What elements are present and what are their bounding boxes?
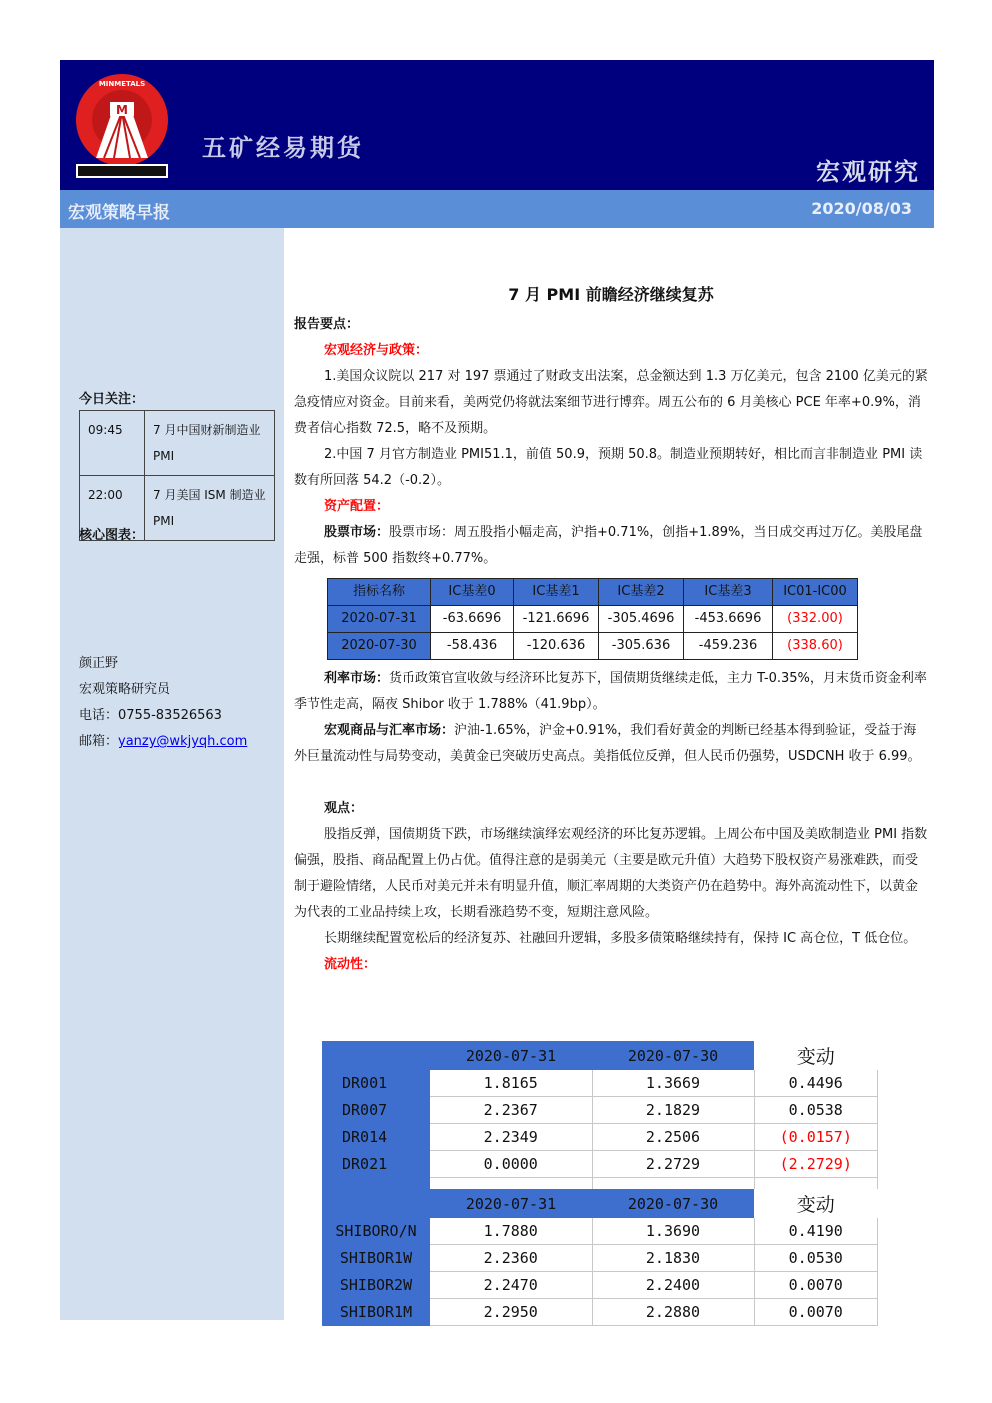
table-cell: 2.2729 [592, 1151, 754, 1178]
row-label: DR021 [322, 1151, 430, 1178]
section-asset-allocation: 资产配置： [324, 499, 390, 514]
report-type: 宏观策略早报 [68, 203, 170, 223]
spacer [294, 770, 928, 796]
table-cell: 0.0070 [754, 1299, 878, 1326]
table-cell: -58.436 [431, 633, 514, 660]
column-header: IC基差3 [684, 579, 773, 606]
table-cell: 2.2400 [592, 1272, 754, 1299]
report-body [294, 280, 928, 978]
table-row [322, 1097, 878, 1124]
table-cell: 2.2349 [430, 1124, 592, 1151]
column-header: 2020-07-30 [592, 1041, 754, 1070]
agenda-event: 7 月美国 ISM 制造业 PMI [145, 476, 275, 541]
table-cell: 2.2367 [430, 1097, 592, 1124]
table-cell: 1.3690 [592, 1218, 754, 1245]
table-cell: -459.236 [684, 633, 773, 660]
table-cell: 0.0530 [754, 1245, 878, 1272]
agenda-table [79, 410, 275, 541]
core-charts-label: 核心图表： [79, 528, 145, 543]
author-email-line [79, 730, 247, 749]
stock-market-paragraph [294, 520, 928, 572]
column-header [322, 1189, 430, 1218]
report-subheader [60, 190, 934, 228]
macro-paragraph-1: 1.美国众议院以 217 对 197 票通过了财政支出法案，总金额达到 1.3 万亿美元，包含 2100 亿美元的紧急疫情应对资金。目前来看，美两党仍将就法案细节进行博弈。周五公布的 6 月美核心 PCE 年率+0.9%，消费者信心指数 72.5，略不及预期。 [294, 369, 928, 436]
report-header [60, 60, 934, 190]
table-cell: (338.60) [773, 633, 858, 660]
rate-market-paragraph [294, 666, 928, 718]
fx-market-paragraph [294, 718, 928, 770]
table-cell: 2.2360 [430, 1245, 592, 1272]
table-cell: 2.2470 [430, 1272, 592, 1299]
report-title: 7 月 PMI 前瞻经济继续复苏 [508, 285, 714, 304]
column-header: IC基差0 [431, 579, 514, 606]
column-header: 2020-07-30 [592, 1189, 754, 1218]
agenda-time: 22:00 [80, 476, 145, 541]
view-label: 观点： [324, 801, 364, 816]
key-points-label: 报告要点： [294, 317, 360, 332]
table-row [80, 411, 275, 476]
table-cell: 2020-07-31 [328, 606, 431, 633]
column-header [322, 1041, 430, 1070]
table-cell: 2.2880 [592, 1299, 754, 1326]
table-cell: 0.0000 [430, 1151, 592, 1178]
table-row [328, 633, 858, 660]
fx-market-label: 宏观商品与汇率市场： [324, 723, 455, 738]
table-cell: 2.2506 [592, 1124, 754, 1151]
svg-text:M: M [116, 103, 128, 117]
table-row [322, 1218, 878, 1245]
author-name: 颜正野 [79, 656, 119, 671]
svg-text:MINMETALS: MINMETALS [98, 80, 146, 88]
table-cell: 0.0538 [754, 1097, 878, 1124]
column-header: 变动 [754, 1189, 878, 1218]
table-row [322, 1151, 878, 1178]
email-link[interactable]: yanzy@wkjyqh.com [118, 734, 248, 749]
table-cell: -121.6696 [514, 606, 599, 633]
table-row [322, 1299, 878, 1326]
dr-rate-table [322, 1041, 878, 1205]
agenda-event: 7 月中国财新制造业 PMI [145, 411, 275, 476]
author-phone: 电话：0755-83526563 [79, 708, 222, 723]
table-cell: -305.4696 [599, 606, 684, 633]
stock-market-label: 股票市场： [324, 525, 390, 540]
minmetals-logo [74, 72, 170, 182]
table-cell: -63.6696 [431, 606, 514, 633]
row-label: DR014 [322, 1124, 430, 1151]
author-role: 宏观策略研究员 [79, 682, 171, 697]
column-header: 指标名称 [328, 579, 431, 606]
table-cell: 2.1829 [592, 1097, 754, 1124]
view-paragraph-2: 长期继续配置宽松后的经济复苏、社融回升逻辑，多股多债策略继续持有，保持 IC 高仓位，T 低仓位。 [324, 931, 917, 946]
table-row [322, 1124, 878, 1151]
table-cell: 2020-07-30 [328, 633, 431, 660]
email-label: 邮箱： [79, 734, 119, 749]
row-label: DR001 [322, 1070, 430, 1097]
shibor-table [322, 1189, 878, 1326]
fx-market-text: 沪油-1.65%，沪金+0.91%，我们看好黄金的判断已经基本得到验证，受益于海外巨量流动性与局势变动，美黄金已突破历史高点。美指低位反弹，但人民币仍强势，USDCNH 收于 6.99。 [294, 723, 921, 764]
section-macro-policy: 宏观经济与政策： [324, 343, 429, 358]
table-cell: (0.0157) [754, 1124, 878, 1151]
column-header: 2020-07-31 [430, 1041, 592, 1070]
company-name: 五矿经易期货 [202, 133, 364, 162]
row-label: SHIBORO/N [322, 1218, 430, 1245]
table-cell: -120.636 [514, 633, 599, 660]
sidebar [60, 228, 284, 1320]
table-cell: 2.2950 [430, 1299, 592, 1326]
column-header: IC01-IC00 [773, 579, 858, 606]
table-cell: (332.00) [773, 606, 858, 633]
macro-paragraph-2: 2.中国 7 月官方制造业 PMI51.1，前值 50.9，预期 50.8。制造业预期转好，相比而言非制造业 PMI 读数有所回落 54.2（-0.2）。 [294, 447, 923, 488]
table-cell: (2.2729) [754, 1151, 878, 1178]
table-row [322, 1245, 878, 1272]
stock-market-text: 股票市场：周五股指小幅走高，沪指+0.71%，创指+1.89%，当日成交再过万亿。美股尾盘走强，标普 500 指数终+0.77%。 [294, 525, 923, 566]
section-liquidity: 流动性： [324, 957, 377, 972]
row-label: DR007 [322, 1097, 430, 1124]
row-label: SHIBOR1W [322, 1245, 430, 1272]
table-cell: 1.3669 [592, 1070, 754, 1097]
table-cell: 0.0070 [754, 1272, 878, 1299]
table-cell: -305.636 [599, 633, 684, 660]
ic-basis-table [327, 578, 858, 660]
rate-market-text: 货币政策官宣收敛与经济环比复苏下，国债期货继续走低，主力 T-0.35%，月末货币资金利率季节性走高，隔夜 Shibor 收于 1.788%（41.9bp）。 [294, 671, 927, 712]
table-cell: 0.4496 [754, 1070, 878, 1097]
table-header-row [328, 579, 858, 606]
table-cell: 1.7880 [430, 1218, 592, 1245]
table-cell: 0.4190 [754, 1218, 878, 1245]
agenda-time: 09:45 [80, 411, 145, 476]
column-header: 变动 [754, 1041, 878, 1070]
table-row [328, 606, 858, 633]
table-cell: -453.6696 [684, 606, 773, 633]
today-focus-label: 今日关注： [79, 392, 145, 407]
table-cell: 2.1830 [592, 1245, 754, 1272]
table-header-row [322, 1189, 878, 1218]
column-header: IC基差2 [599, 579, 684, 606]
column-header: 2020-07-31 [430, 1189, 592, 1218]
table-cell: 1.8165 [430, 1070, 592, 1097]
view-paragraph-1: 股指反弹，国债期货下跌，市场继续演绎宏观经济的环比复苏逻辑。上周公布中国及美欧制造业 PMI 指数偏强，股指、商品配置上仍占优。值得注意的是弱美元（主要是欧元升值）大趋势下股权资产易涨难跌，而受制于避险情绪，人民币对美元并未有明显升值，顺汇率周期的大类资产仍在趋势中。海外高流动性下，以黄金为代表的工业品持续上攻，长期看涨趋势不变，短期注意风险。 [294, 827, 928, 920]
report-date: 2020/08/03 [811, 199, 912, 218]
table-row [322, 1272, 878, 1299]
row-label: SHIBOR1M [322, 1299, 430, 1326]
column-header: IC基差1 [514, 579, 599, 606]
table-header-row [322, 1041, 878, 1070]
table-row [322, 1070, 878, 1097]
rate-market-label: 利率市场： [324, 671, 390, 686]
department-title: 宏观研究 [816, 157, 920, 186]
row-label: SHIBOR2W [322, 1272, 430, 1299]
